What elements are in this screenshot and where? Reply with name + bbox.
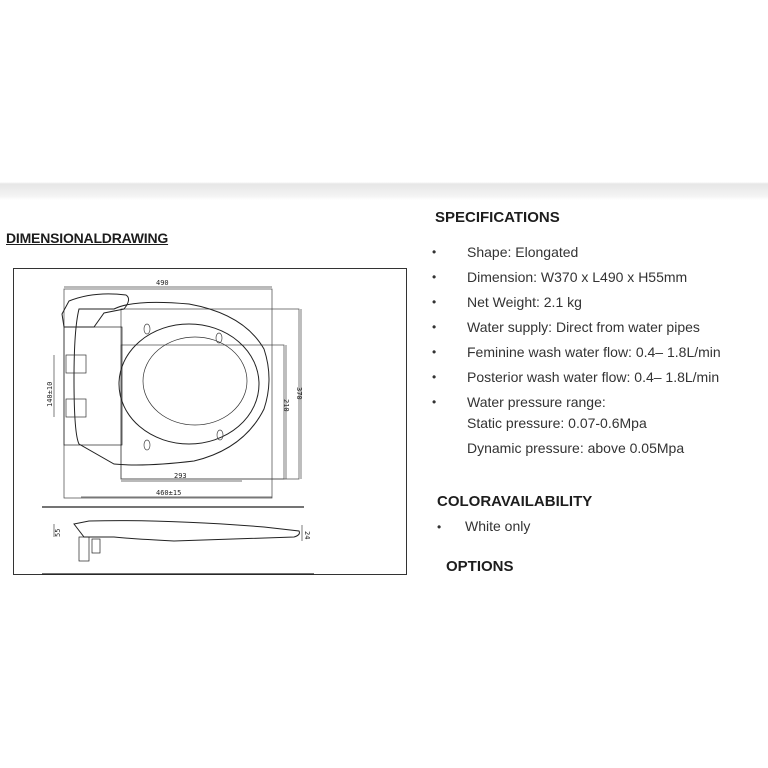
dimensional-drawing-svg bbox=[14, 269, 408, 576]
color-item-text: White only bbox=[465, 518, 531, 534]
color-availability-title: COLORAVAILABILITY bbox=[437, 493, 593, 510]
bullet-icon: • bbox=[432, 245, 437, 259]
bullet-icon: • bbox=[437, 520, 442, 534]
spec-item-text: Water supply: Direct from water pipes bbox=[467, 319, 700, 335]
dim-label-490: 490 bbox=[156, 279, 169, 287]
dim-label-140: 140±10 bbox=[46, 381, 54, 407]
bullet-icon: • bbox=[432, 370, 437, 384]
spec-item-text: Water pressure range: bbox=[467, 394, 606, 410]
dimensional-drawing-title: DIMENSIONALDRAWING bbox=[6, 230, 169, 246]
outer-dimension-frame bbox=[64, 289, 272, 498]
bullet-icon: • bbox=[432, 270, 437, 284]
spec-item-text: Dimension: W370 x L490 x H55mm bbox=[467, 269, 688, 285]
dimensional-drawing-frame bbox=[13, 268, 407, 575]
bullet-icon: • bbox=[432, 395, 437, 409]
spec-item-text: Posterior wash water flow: 0.4– 1.8L/min bbox=[467, 369, 720, 385]
bullet-icon: • bbox=[432, 320, 437, 334]
bullet-icon: • bbox=[432, 295, 437, 309]
bullet-icon: • bbox=[432, 345, 437, 359]
options-title: OPTIONS bbox=[446, 558, 514, 575]
dim-label-24: 24 bbox=[303, 531, 311, 540]
spec-item-text: Net Weight: 2.1 kg bbox=[467, 294, 582, 310]
specifications-title: SPECIFICATIONS bbox=[435, 209, 560, 226]
dim-label-370: 370 bbox=[295, 387, 303, 400]
dim-label-460: 460±15 bbox=[156, 489, 182, 497]
spec-subitem-dynamic-pressure: Dynamic pressure: above 0.05Mpa bbox=[467, 440, 685, 456]
spec-item-text: Shape: Elongated bbox=[467, 244, 579, 260]
dim-label-210: 210 bbox=[282, 399, 290, 412]
dim-label-55: 55 bbox=[54, 528, 62, 537]
spec-subitem-static-pressure: Static pressure: 0.07-0.6Mpa bbox=[467, 415, 647, 431]
top-shade-band bbox=[0, 0, 768, 200]
spec-item-text: Feminine wash water flow: 0.4– 1.8L/min bbox=[467, 344, 721, 360]
dim-label-293: 293 bbox=[174, 472, 187, 480]
